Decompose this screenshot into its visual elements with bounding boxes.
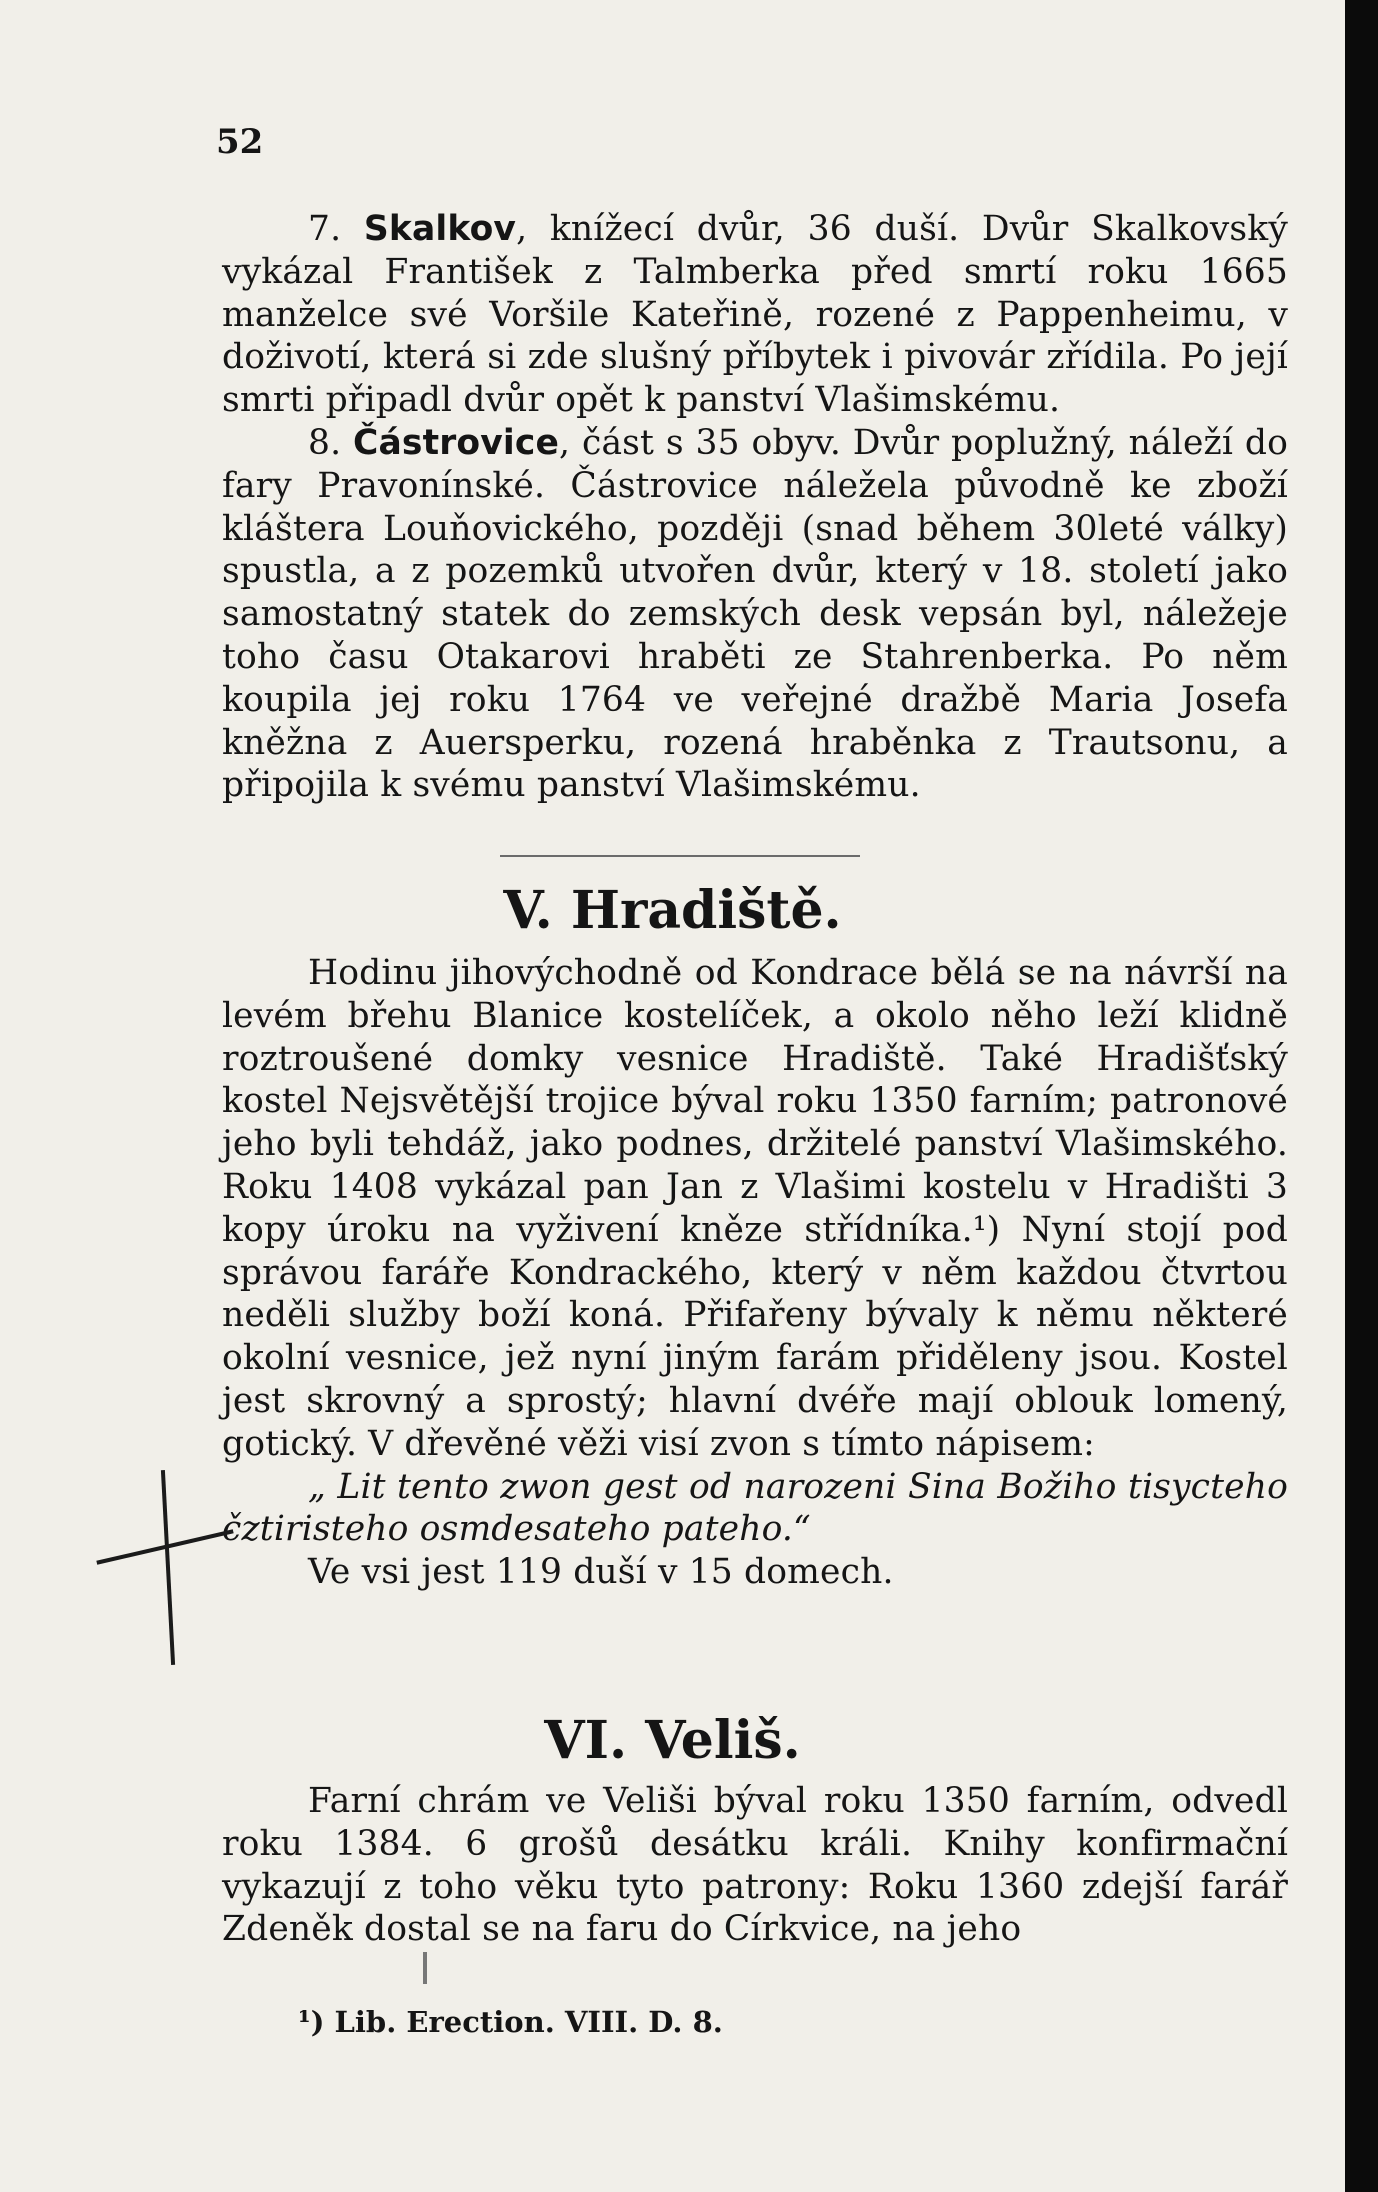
bell-inscription: „ Lit tento zwon gest od narozeni Sina Božiho tisycteho čztiristeho osmdesateho pateho.“ (222, 1466, 1288, 1550)
section-divider (500, 855, 860, 857)
handwritten-cross-mark (161, 1470, 175, 1665)
paragraph: Ve vsi jest 119 duší v 15 domech. (308, 1552, 894, 1593)
scan-edge (1345, 0, 1378, 2192)
entry-number: 7. (308, 209, 342, 249)
paragraph: Hodinu jihovýchodně od Kondrace bělá se na návrší na levém břehu Blanice kostelíček, a okolo něho leží klidně roztroušené domky vesnice Hradiště. Také Hradišťský kostel Nejsvětější trojice býval roku 1350 farním; patronové jeho byli tehdáž, jako podnes, držitelé panství Vlašimského. Roku 1408 vykázal pan Jan z Vlašimi kostelu v Hradišti 3 kopy úroku na vyživení kněze střídníka.¹) Nyní stojí pod správou faráře Kondrackého, který v něm každou čtvrtou neděli služby boží koná. Přifařeny bývaly k němu některé okolní vesnice, jež nyní jiným farám přiděleny jsou. Kostel jest skrovný a sprostý; hlavní dvéře mají oblouk lomený, gotický. V dřevěné věži visí zvon s tímto nápisem: (222, 953, 1288, 1464)
entry-text: , část s 35 obyv. Dvůr poplužný, náleží do fary Pravonínské. Částrovice náležela původně ke zboží kláštera Louňovického, později (snad během 30leté války) spustla, a z pozemků utvořen dvůr, který v 18. století jako samostatný statek do zemských desk vepsán byl, náležeje toho času Otakarovi hraběti ze Stahrenberka. Po něm koupila jej roku 1764 ve veřejné dražbě Maria Josefa kněžna z Auersperku, rozená hraběnka z Trautsonu, a připojila k svému panství Vlašimskému. (222, 422, 1288, 806)
entry-name: Částrovice (353, 422, 560, 463)
page-number: 52 (216, 122, 264, 162)
section-hradiste (222, 952, 1288, 1594)
entry-number: 8. (308, 422, 342, 463)
paragraph: Farní chrám ve Veliši býval roku 1350 farním, odvedl roku 1384. 6 grošů desátku králi. Knihy konfirmační vykazují z toho věku tyto patrony: Roku 1360 zdejší farář Zdeněk dostal se na faru do Církvice, na jeho (222, 1781, 1288, 1950)
entry-text: , knížecí dvůr, 36 duší. Dvůr Skalkovský vykázal František z Talmberka před smrtí roku 1665 manželce své Voršile Kateřině, rozené z Pappenheimu, v doživotí, která si zde slušný příbytek i pivovár zřídila. Po její smrti připadl dvůr opět k panství Vlašimskému. (222, 209, 1288, 421)
entry-skalkov (222, 208, 1288, 422)
section-end-mark (423, 1952, 427, 1984)
heading-hradiste: V. Hradiště. (503, 880, 842, 941)
section-iv-tail (222, 208, 1288, 807)
entry-castrovice (222, 422, 1288, 807)
entry-name: Skalkov (363, 209, 517, 249)
footnote: ¹) Lib. Erection. VIII. D. 8. (298, 2005, 723, 2039)
section-velis (222, 1780, 1288, 1951)
heading-velis: VI. Veliš. (544, 1710, 801, 1771)
